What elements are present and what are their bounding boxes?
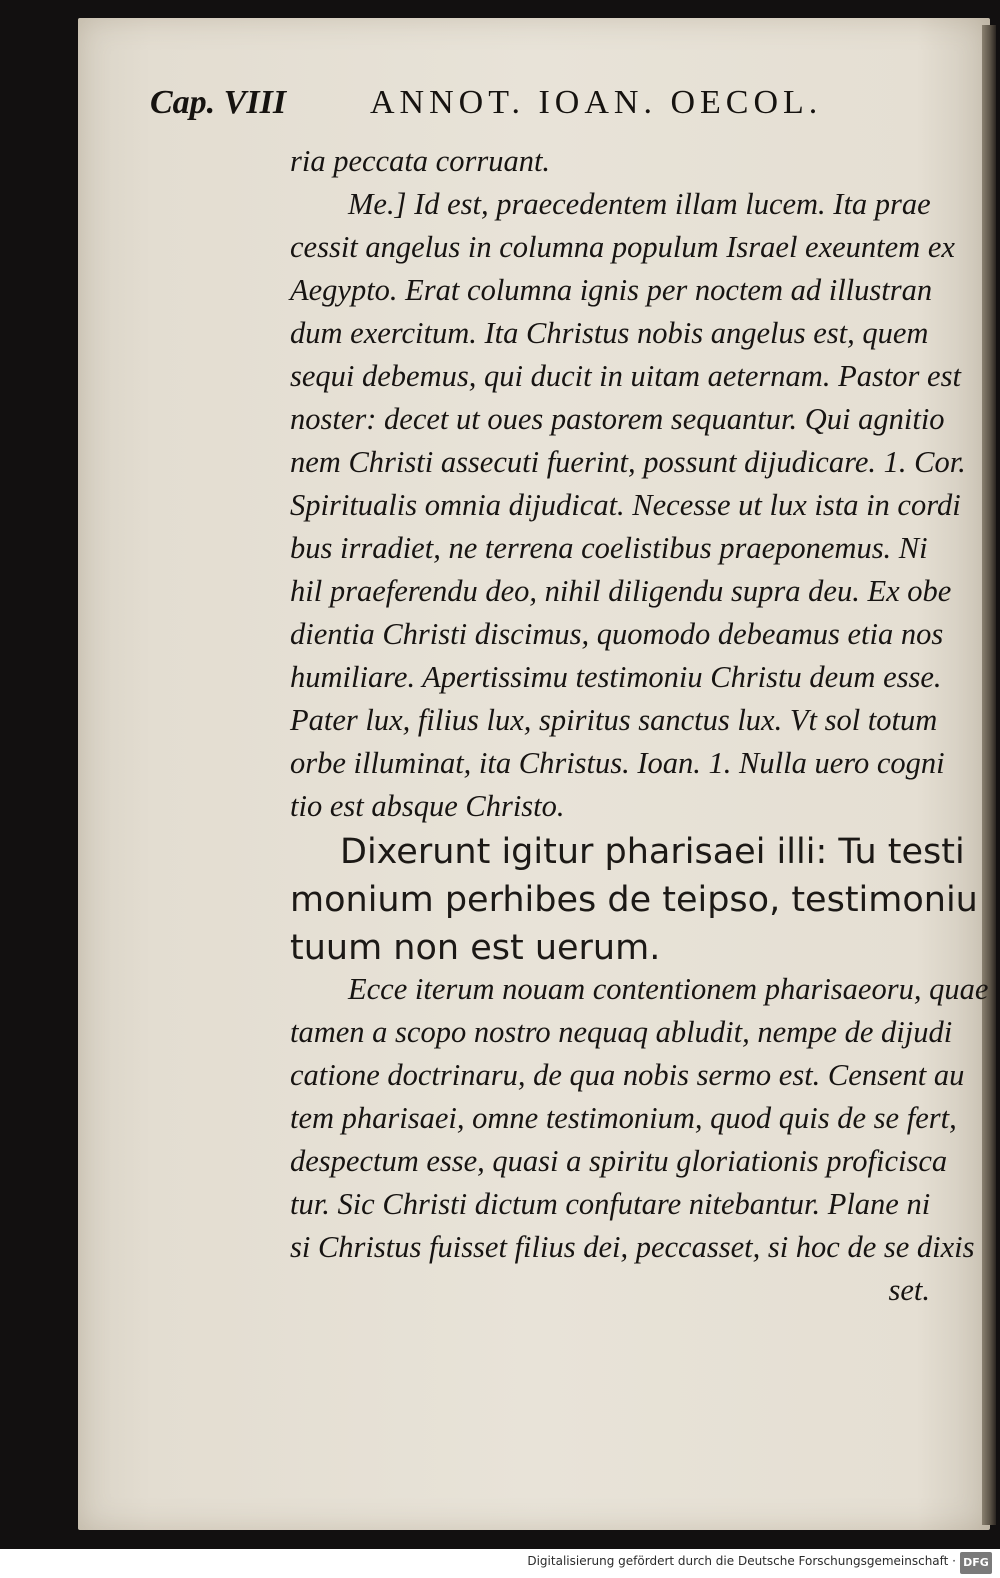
text-line: tur. Sic Christi dictum confutare nitebantur. Plane ni <box>290 1187 931 1221</box>
text-line: catione doctrinaru, de qua nobis sermo est. Censent au <box>290 1058 965 1092</box>
running-head <box>150 84 890 134</box>
text-line: bus irradiet, ne terrena coelistibus praeponemus. Ni <box>290 531 928 565</box>
text-line: despectum esse, quasi a spiritu gloriationis proficisca <box>290 1144 948 1178</box>
text-line: Spiritualis omnia dijudicat. Necesse ut lux ista in cordi <box>290 488 961 522</box>
dfg-logo: DFG <box>960 1552 992 1574</box>
text-line: orbe illuminat, ita Christus. Ioan. 1. Nulla uero cogni <box>290 746 945 780</box>
text-line: si Christus fuisset filius dei, peccasset, si hoc de se dixis <box>290 1230 975 1264</box>
text-line: dum exercitum. Ita Christus nobis angelus est, quem <box>290 316 929 350</box>
commentary-paragraph <box>290 140 970 828</box>
text-line: sequi debemus, qui ducit in uitam aeternam. Pastor est <box>290 359 961 393</box>
text-line: Ecce iterum nouam contentionem pharisaeoru, quae <box>348 972 989 1006</box>
text-line: tamen a scopo nostro nequaq abludit, nempe de dijudi <box>290 1015 953 1049</box>
lemma-line: tuum non est uerum. <box>290 928 661 968</box>
text-line: tem pharisaei, omne testimonium, quod quis de se fert, <box>290 1101 957 1135</box>
text-line: ria peccata corruant. <box>290 144 551 178</box>
text-line: cessit angelus in columna populum Israel exeuntem ex <box>290 230 955 264</box>
text-line: Me.] Id est, praecedentem illam lucem. Ita prae <box>348 187 931 221</box>
text-line: dientia Christi discimus, quomodo debeamus etia nos <box>290 617 944 651</box>
commentary-paragraph <box>290 968 989 1312</box>
text-line: Pater lux, filius lux, spiritus sanctus lux. Vt sol totum <box>290 703 938 737</box>
text-line: set. <box>888 1273 930 1307</box>
funding-credit: Digitalisierung gefördert durch die Deutsche Forschungsgemeinschaft · <box>527 1554 956 1568</box>
chapter-number: Cap. VIII <box>150 84 287 121</box>
text-line: Aegypto. Erat columna ignis per noctem ad illustran <box>290 273 933 307</box>
scripture-lemma <box>290 828 978 972</box>
lemma-line: monium perhibes de teipso, testimoniu <box>290 880 978 920</box>
text-line: humiliare. Apertissimu testimoniu Christu deum esse. <box>290 660 942 694</box>
text-line: nem Christi assecuti fuerint, possunt dijudicare. 1. Cor. <box>290 445 966 479</box>
text-line: tio est absque Christo. <box>290 789 565 823</box>
text-line: noster: decet ut oues pastorem sequantur. Qui agnitio <box>290 402 945 436</box>
digitization-footer <box>0 1549 1000 1578</box>
page-edge-shadow <box>982 25 996 1525</box>
text-line: hil praeferendu deo, nihil diligendu supra deu. Ex obe <box>290 574 952 608</box>
running-title: ANNOT. IOAN. OECOL. <box>370 84 823 121</box>
lemma-line: Dixerunt igitur pharisaei illi: Tu testi <box>340 832 965 872</box>
